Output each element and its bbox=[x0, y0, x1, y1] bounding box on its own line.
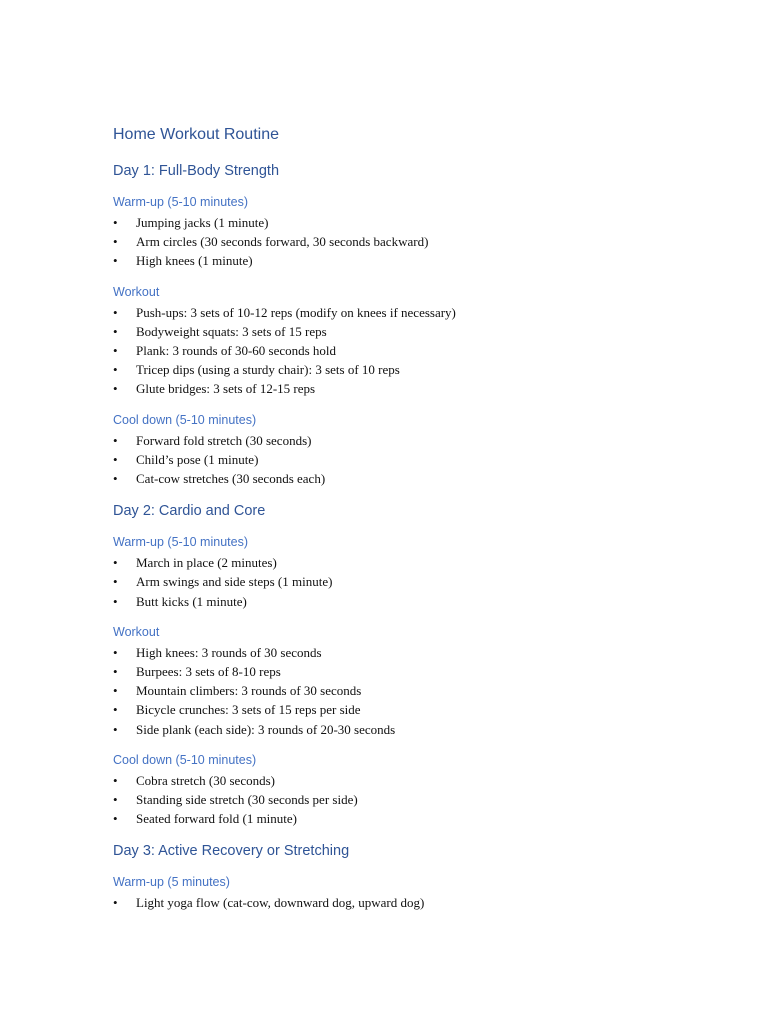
bullet-list bbox=[113, 553, 713, 611]
bullet-list bbox=[113, 303, 713, 399]
bullet-list bbox=[113, 771, 713, 829]
list-item-text: Arm circles (30 seconds forward, 30 seconds backward) bbox=[136, 234, 429, 250]
document-body bbox=[113, 124, 713, 926]
section-heading: Warm-up (5-10 minutes) bbox=[113, 195, 248, 209]
list-item bbox=[113, 341, 713, 360]
warm-up-section bbox=[113, 874, 713, 912]
list-item-text: Burpees: 3 sets of 8-10 reps bbox=[136, 664, 281, 680]
bullet-icon: • bbox=[113, 664, 118, 680]
list-item-text: High knees: 3 rounds of 30 seconds bbox=[136, 644, 322, 660]
list-item bbox=[113, 662, 713, 681]
day-1-section bbox=[113, 161, 713, 488]
list-item bbox=[113, 771, 713, 790]
list-item-text: Child’s pose (1 minute) bbox=[136, 451, 259, 467]
list-item bbox=[113, 303, 713, 322]
list-item-text: Push-ups: 3 sets of 10-12 reps (modify on knees if necessary) bbox=[136, 304, 456, 320]
list-item-text: High knees (1 minute) bbox=[136, 253, 253, 269]
list-item bbox=[113, 809, 713, 828]
list-item bbox=[113, 700, 713, 719]
bullet-list bbox=[113, 893, 713, 912]
list-item-text: Bodyweight squats: 3 sets of 15 reps bbox=[136, 323, 327, 339]
bullet-icon: • bbox=[113, 721, 118, 737]
bullet-icon: • bbox=[113, 772, 118, 788]
list-item-text: Tricep dips (using a sturdy chair): 3 sets of 10 reps bbox=[136, 362, 400, 378]
bullet-list bbox=[113, 213, 713, 271]
list-item bbox=[113, 213, 713, 232]
list-item-text: Standing side stretch (30 seconds per side) bbox=[136, 792, 358, 808]
bullet-icon: • bbox=[113, 451, 118, 467]
list-item-text: Plank: 3 rounds of 30-60 seconds hold bbox=[136, 343, 337, 359]
list-item bbox=[113, 720, 713, 739]
section-heading: Workout bbox=[113, 624, 160, 639]
bullet-icon: • bbox=[113, 702, 118, 718]
list-item bbox=[113, 572, 713, 591]
bullet-icon: • bbox=[113, 343, 118, 359]
cool-down-section bbox=[113, 412, 713, 489]
list-item bbox=[113, 592, 713, 611]
list-item-text: Arm swings and side steps (1 minute) bbox=[136, 574, 333, 590]
bullet-icon: • bbox=[113, 792, 118, 808]
bullet-icon: • bbox=[113, 471, 118, 487]
list-item bbox=[113, 450, 713, 469]
bullet-icon: • bbox=[113, 644, 118, 660]
bullet-list bbox=[113, 431, 713, 489]
list-item-text: Mountain climbers: 3 rounds of 30 seconds bbox=[136, 683, 362, 699]
workout-section bbox=[113, 624, 713, 739]
day-heading: Day 2: Cardio and Core bbox=[113, 503, 266, 520]
day-3-section bbox=[113, 841, 713, 912]
day-heading: Day 3: Active Recovery or Stretching bbox=[113, 843, 350, 860]
bullet-icon: • bbox=[113, 234, 118, 250]
list-item-text: Cobra stretch (30 seconds) bbox=[136, 772, 275, 788]
list-item-text: Butt kicks (1 minute) bbox=[136, 593, 247, 609]
document-title: Home Workout Routine bbox=[113, 126, 279, 143]
warm-up-section bbox=[113, 194, 713, 271]
bullet-icon: • bbox=[113, 432, 118, 448]
section-heading: Workout bbox=[113, 284, 160, 299]
list-item-text: Side plank (each side): 3 rounds of 20-30 seconds bbox=[136, 721, 396, 737]
workout-section bbox=[113, 284, 713, 399]
list-item bbox=[113, 553, 713, 572]
list-item bbox=[113, 431, 713, 450]
bullet-icon: • bbox=[113, 811, 118, 827]
list-item bbox=[113, 322, 713, 341]
day-heading: Day 1: Full-Body Strength bbox=[113, 163, 280, 179]
bullet-icon: • bbox=[113, 381, 118, 397]
bullet-icon: • bbox=[113, 304, 118, 320]
bullet-icon: • bbox=[113, 253, 118, 269]
bullet-icon: • bbox=[113, 593, 118, 609]
bullet-icon: • bbox=[113, 895, 118, 911]
section-heading: Warm-up (5-10 minutes) bbox=[113, 535, 248, 550]
bullet-icon: • bbox=[113, 362, 118, 378]
list-item-text: Glute bridges: 3 sets of 12-15 reps bbox=[136, 381, 316, 397]
list-item-text: Cat-cow stretches (30 seconds each) bbox=[136, 471, 326, 487]
list-item bbox=[113, 360, 713, 379]
list-item bbox=[113, 251, 713, 270]
list-item bbox=[113, 469, 713, 488]
bullet-icon: • bbox=[113, 574, 118, 590]
list-item bbox=[113, 790, 713, 809]
list-item bbox=[113, 681, 713, 700]
list-item bbox=[113, 643, 713, 662]
bullet-icon: • bbox=[113, 215, 118, 230]
bullet-list bbox=[113, 643, 713, 739]
list-item bbox=[113, 232, 713, 251]
section-heading: Cool down (5-10 minutes) bbox=[113, 752, 257, 767]
bullet-icon: • bbox=[113, 555, 118, 571]
warm-up-section bbox=[113, 534, 713, 611]
list-item-text: Forward fold stretch (30 seconds) bbox=[136, 432, 312, 448]
section-heading: Warm-up (5 minutes) bbox=[113, 875, 230, 890]
bullet-icon: • bbox=[113, 323, 118, 339]
section-heading: Cool down (5-10 minutes) bbox=[113, 412, 257, 427]
cool-down-section bbox=[113, 752, 713, 829]
list-item-text: March in place (2 minutes) bbox=[136, 555, 277, 571]
list-item-text: Bicycle crunches: 3 sets of 15 reps per side bbox=[136, 702, 361, 718]
list-item-text: Light yoga flow (cat-cow, downward dog, upward dog) bbox=[136, 895, 425, 911]
list-item bbox=[113, 379, 713, 398]
bullet-icon: • bbox=[113, 683, 118, 699]
list-item-text: Seated forward fold (1 minute) bbox=[136, 811, 298, 827]
day-2-section bbox=[113, 501, 713, 828]
list-item-text: Jumping jacks (1 minute) bbox=[136, 215, 269, 230]
list-item bbox=[113, 893, 713, 912]
